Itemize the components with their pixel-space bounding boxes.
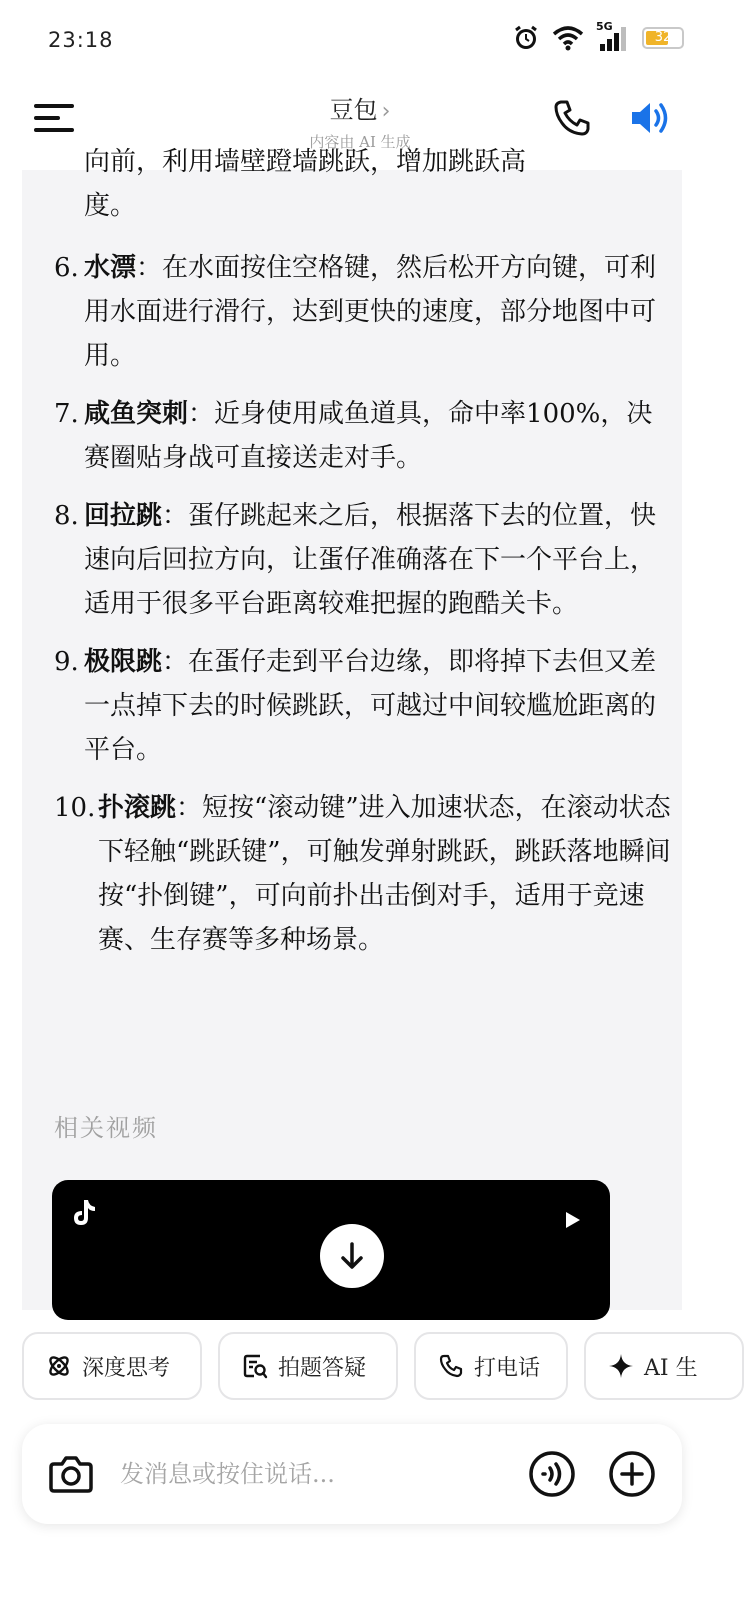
speaker-icon: [628, 96, 672, 140]
list-item-text: 近身使用咸鱼道具，命中率100%，决赛圈贴身战可直接送走对手。: [84, 399, 653, 473]
list-item: [54, 392, 674, 480]
list-item: [54, 246, 674, 378]
list-item: [54, 640, 674, 772]
alarm-icon: [512, 24, 540, 52]
tips-list: [54, 140, 674, 976]
phone-icon: [552, 98, 592, 138]
list-item-number: 6.: [54, 253, 79, 283]
status-time: 23:18: [48, 28, 114, 52]
list-item-text: 向前，利用墙壁蹬墙跳跃，增加跳跃高: [84, 147, 527, 177]
list-item-term: 水漂: [84, 253, 137, 283]
phone-icon: [438, 1353, 464, 1379]
list-item-number: 8.: [54, 501, 79, 531]
chip-deep-thinking[interactable]: [22, 1332, 202, 1400]
video-card[interactable]: [52, 1180, 610, 1320]
chip-ai-create[interactable]: [584, 1332, 744, 1400]
list-item-term: 扑滚跳: [98, 793, 177, 823]
plus-icon: [608, 1450, 656, 1498]
list-item-separator: ：: [188, 399, 215, 429]
camera-button[interactable]: [48, 1452, 94, 1496]
phone-call-button[interactable]: [552, 98, 592, 138]
list-item-separator: ：: [162, 647, 189, 677]
message-input[interactable]: [120, 1452, 420, 1496]
list-item-separator: ：: [136, 253, 163, 283]
bot-name[interactable]: 豆包: [329, 96, 378, 124]
list-item-number: 9.: [54, 647, 79, 677]
plus-button[interactable]: [608, 1450, 656, 1498]
speaker-button[interactable]: [628, 96, 672, 140]
list-item-number: 10.: [54, 793, 96, 823]
list-item-text: 在水面按住空格键，然后松开方向键，可利用水面进行滑行，达到更快的速度，部分地图中可用。: [84, 253, 657, 371]
list-item-text: 度。: [84, 191, 137, 221]
download-icon: [338, 1240, 366, 1272]
list-item-term: 回拉跳: [84, 501, 163, 531]
voice-icon: [528, 1450, 576, 1498]
network-label: 5G: [596, 20, 613, 33]
status-icons: [512, 20, 684, 52]
message-content: [22, 147, 682, 1310]
chip-label: AI 生: [644, 1355, 698, 1381]
list-item-text: 短按“滚动键”进入加速状态，在滚动状态下轻触“跳跃键”，可触发弹射跳跃，跳跃落地瞬间按“扑倒键”，可向前扑出击倒对手，适用于竞速赛、生存赛等多种场景。: [98, 793, 671, 955]
quick-actions: [22, 1332, 720, 1402]
download-button[interactable]: [320, 1224, 384, 1288]
list-item: [54, 494, 674, 626]
chip-label: 深度思考: [82, 1355, 171, 1381]
list-item-separator: ：: [162, 501, 189, 531]
list-item-term: 咸鱼突刺: [84, 399, 189, 429]
list-item-text: 在蛋仔走到平台边缘，即将掉下去但又差一点掉下去的时候跳跃，可越过中间较尴尬距离的平台。: [84, 647, 657, 765]
list-item-number: 7.: [54, 399, 79, 429]
wifi-icon: [552, 25, 584, 51]
battery-icon: [642, 27, 684, 49]
sparkle-icon: [608, 1353, 634, 1379]
atom-icon: [46, 1353, 72, 1379]
status-bar: [0, 0, 720, 70]
chip-label: 打电话: [474, 1355, 541, 1381]
scan-question-icon: [242, 1353, 268, 1379]
message-input-bar: [22, 1424, 682, 1524]
list-item-text: 蛋仔跳起来之后，根据落下去的位置，快速向后回拉方向，让蛋仔准确落在下一个平台上，适用于很多平台距离较难把握的跑酷关卡。: [84, 501, 657, 619]
chip-photo-question[interactable]: [218, 1332, 398, 1400]
ai-generated-note: 内容由 AI 生成: [309, 133, 411, 151]
related-videos-heading: 相关视频: [54, 1114, 158, 1142]
signal-icon: [596, 20, 630, 52]
list-item: [54, 786, 674, 962]
list-item-term: 极限跳: [84, 647, 163, 677]
camera-icon: [48, 1452, 94, 1496]
chip-make-call[interactable]: [414, 1332, 568, 1400]
tiktok-icon: [70, 1198, 98, 1228]
list-item-separator: ：: [176, 793, 203, 823]
list-item: [54, 140, 674, 228]
play-icon[interactable]: [564, 1210, 582, 1230]
voice-input-button[interactable]: [528, 1450, 576, 1498]
chevron-right-icon: ›: [381, 99, 391, 124]
chip-label: 拍题答疑: [278, 1355, 367, 1381]
battery-level: 32: [654, 30, 672, 45]
